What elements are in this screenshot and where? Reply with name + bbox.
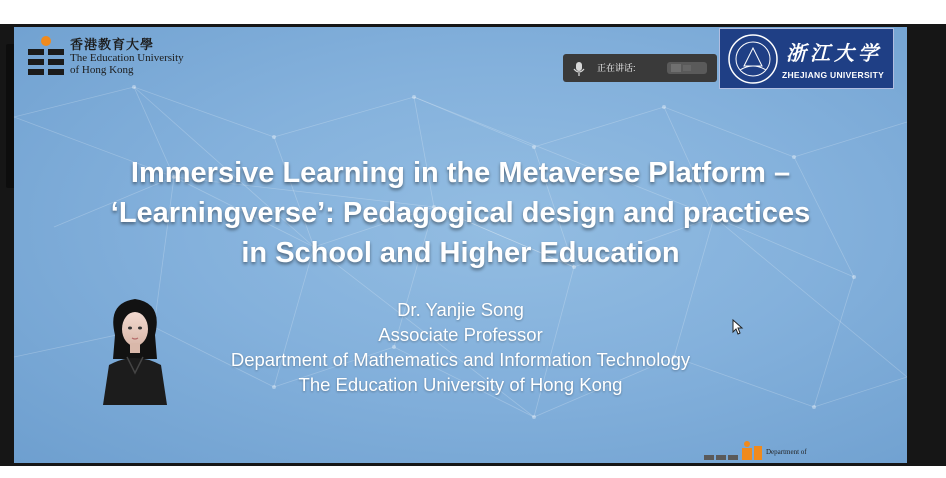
- department-logo-icon: [704, 440, 764, 463]
- slide-title-line-2: ‘Learningverse’: Pedagogical design and practices: [110, 197, 811, 229]
- presenter-position: Associate Professor: [378, 324, 543, 345]
- eduhk-name-cn: 香港教育大學: [70, 37, 155, 52]
- slide-title-line-3: in School and Higher Education: [241, 237, 680, 269]
- mouse-cursor-icon: [732, 319, 744, 335]
- zju-logo: [719, 28, 894, 89]
- presenter-info: [14, 297, 907, 397]
- zju-seal-icon: [726, 32, 780, 86]
- speaker-label: 正在讲话:: [597, 63, 636, 73]
- speaker-name-blurred: [659, 58, 711, 78]
- department-logo-text: Department of: [766, 448, 807, 456]
- presentation-slide: [14, 27, 907, 463]
- presenter-department: Department of Mathematics and Information Technology: [230, 349, 691, 370]
- slide-title: [14, 153, 907, 273]
- microphone-icon: [571, 61, 587, 77]
- eduhk-name-en-2: of Hong Kong: [70, 64, 134, 76]
- eduhk-logo: [26, 33, 216, 85]
- zju-name-cn: 浙江大学: [786, 41, 882, 65]
- presenter-name: Dr. Yanjie Song: [397, 299, 524, 320]
- department-logo: [704, 440, 904, 463]
- presenter-institution: The Education University of Hong Kong: [298, 374, 623, 395]
- eduhk-logo-icon: [26, 35, 66, 81]
- slide-title-line-1: Immersive Learning in the Metaverse Platform –: [130, 157, 791, 189]
- zju-name-en: ZHEJIANG UNIVERSITY: [782, 70, 885, 80]
- speaker-indicator: [563, 54, 717, 82]
- video-frame: [0, 24, 946, 466]
- eduhk-name-en-1: The Education University: [70, 52, 184, 64]
